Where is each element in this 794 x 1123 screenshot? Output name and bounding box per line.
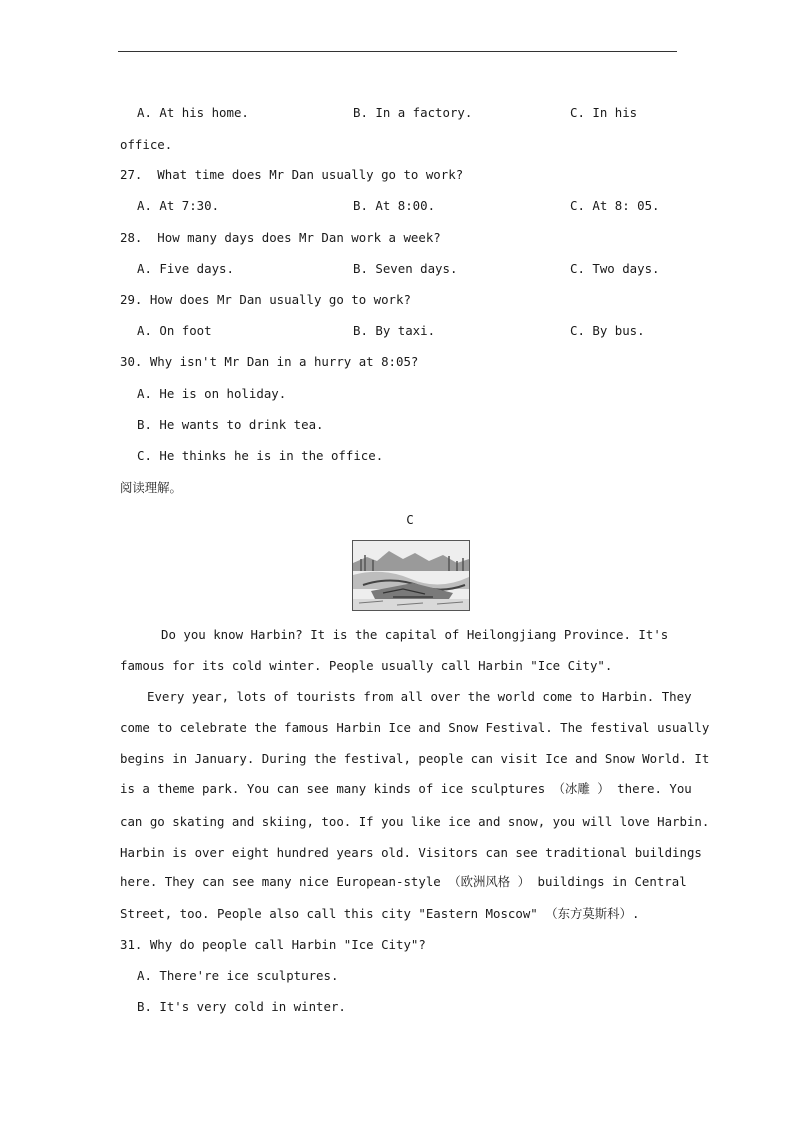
q31-question: 31. Why do people call Harbin "Ice City"? xyxy=(120,937,426,952)
q30-question: 30. Why isn't Mr Dan in a hurry at 8:05? xyxy=(120,354,419,369)
q30-option-a: A. He is on holiday. xyxy=(137,386,287,401)
q26-option-c: C. In his xyxy=(570,105,638,120)
q27-question: 27. What time does Mr Dan usually go to work? xyxy=(120,167,464,182)
q29-question: 29. How does Mr Dan usually go to work? xyxy=(120,292,411,307)
q27-option-a: A. At 7:30. xyxy=(137,198,220,213)
harbin-illustration xyxy=(352,540,470,611)
q31-option-a: A. There're ice sculptures. xyxy=(137,968,339,983)
q28-option-b: B. Seven days. xyxy=(353,261,458,276)
q29-option-b: B. By taxi. xyxy=(353,323,436,338)
passage-line-10: Street, too. People also call this city "Eastern Moscow" （东方莫斯科）. xyxy=(120,906,640,921)
q28-option-a: A. Five days. xyxy=(137,261,234,276)
header-rule xyxy=(118,51,677,52)
q31-option-b: B. It's very cold in winter. xyxy=(137,999,346,1014)
q29-option-c: C. By bus. xyxy=(570,323,645,338)
q30-option-b: B. He wants to drink tea. xyxy=(137,417,324,432)
q26-option-c-continued: office. xyxy=(120,137,173,152)
passage-line-2: famous for its cold winter. People usually call Harbin "Ice City". xyxy=(120,658,613,673)
q28-option-c: C. Two days. xyxy=(570,261,660,276)
q29-option-a: A. On foot xyxy=(137,323,212,338)
section-heading: 阅读理解。 xyxy=(120,480,182,495)
passage-letter: C xyxy=(406,512,414,527)
passage-line-6: is a theme park. You can see many kinds of ice sculptures （冰雕 ） there. You xyxy=(120,781,692,796)
passage-line-9: here. They can see many nice European-style （欧洲风格 ） buildings in Central xyxy=(120,874,687,889)
q27-option-c: C. At 8: 05. xyxy=(570,198,660,213)
q26-option-a: A. At his home. xyxy=(137,105,249,120)
q28-question: 28. How many days does Mr Dan work a week? xyxy=(120,230,441,245)
passage-line-3: Every year, lots of tourists from all over the world come to Harbin. They xyxy=(147,689,692,704)
passage-line-1: Do you know Harbin? It is the capital of Heilongjiang Province. It's xyxy=(161,627,669,642)
passage-line-4: come to celebrate the famous Harbin Ice and Snow Festival. The festival usually xyxy=(120,720,710,735)
q27-option-b: B. At 8:00. xyxy=(353,198,436,213)
q26-option-b: B. In a factory. xyxy=(353,105,473,120)
q30-option-c: C. He thinks he is in the office. xyxy=(137,448,384,463)
passage-line-7: can go skating and skiing, too. If you like ice and snow, you will love Harbin. xyxy=(120,814,710,829)
passage-line-8: Harbin is over eight hundred years old. Visitors can see traditional buildings xyxy=(120,845,702,860)
passage-line-5: begins in January. During the festival, people can visit Ice and Snow World. It xyxy=(120,751,710,766)
